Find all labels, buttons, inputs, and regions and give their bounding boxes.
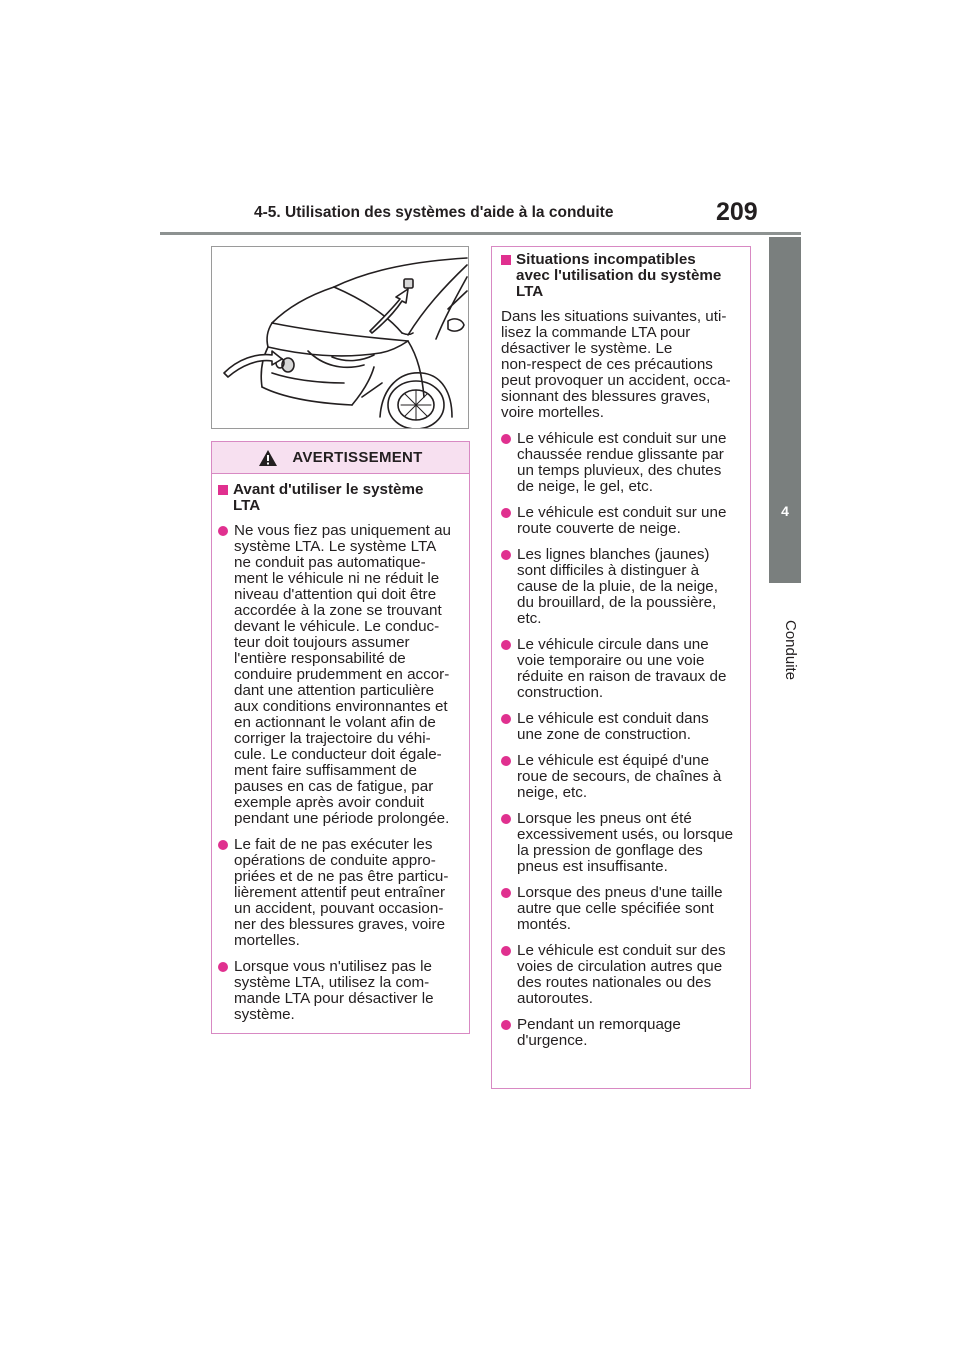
section-title: 4-5. Utilisation des systèmes d'aide à la conduite	[254, 204, 614, 221]
bullet-dot-icon	[218, 526, 228, 536]
header-rule	[160, 232, 801, 235]
warning-title: AVERTISSEMENT	[292, 449, 423, 466]
square-bullet-icon	[501, 255, 511, 265]
car-sensor-illustration	[211, 246, 469, 429]
bullet-dot-icon	[501, 640, 511, 650]
bullet-dot-icon	[501, 888, 511, 898]
bullet-dot-icon	[501, 814, 511, 824]
warning-header	[212, 442, 469, 474]
bullet-dot-icon	[501, 434, 511, 444]
bullet-dot-icon	[218, 962, 228, 972]
bullet-dot-icon	[501, 714, 511, 724]
warning-bullet: Ne vous fiez pas uniquement au système LTA. Le système LTA ne conduit pas automatique- ment le véhicule ni ne réduit le niveau d'attention qui doit être accordée à la zone se trouvant devant le véhicule. Le conduc- teur doit toujours assumer l'entière responsabilité de conduire prudemment en accor- dant une attention particulière aux conditions environnantes et en actionnant le volant afin de corriger la trajectoire du véhi- cule. Le conducteur doit égale- ment faire suffisamment de pauses en cas de fatigue, par exemple après avoir conduit pendant une période prolongée.	[218, 523, 463, 827]
situation-bullet: Le véhicule est équipé d'une roue de secours, de chaînes à neige, etc.	[501, 753, 744, 801]
chapter-label: Conduite	[782, 620, 799, 681]
chapter-tab[interactable]	[769, 237, 801, 583]
warning-subhead: Avant d'utiliser le système LTA	[218, 482, 463, 514]
warning-bullet: Le fait de ne pas exécuter les opérations de conduite appro- priées et de ne pas être particu- lièrement attentif peut entraîner un accident, pouvant occasion- ner des blessures graves, voire mortelles.	[218, 837, 463, 949]
situation-bullet: Le véhicule circule dans une voie temporaire ou une voie réduite en raison de travaux de construction.	[501, 637, 744, 701]
warning-box	[211, 441, 470, 1034]
warning-bullet: Lorsque vous n'utilisez pas le système LTA, utilisez la com- mande LTA pour désactiver le système.	[218, 959, 463, 1023]
bullet-dot-icon	[501, 946, 511, 956]
warning-triangle-icon	[258, 449, 278, 467]
situation-bullet: Lorsque des pneus d'une taille autre que celle spécifiée sont montés.	[501, 885, 744, 933]
bullet-dot-icon	[501, 1020, 511, 1030]
car-front-drawing	[212, 247, 468, 428]
situation-bullet: Lorsque les pneus ont été excessivement usés, ou lorsque la pression de gonflage des pneus est insuffisante.	[501, 811, 744, 875]
situations-intro: Dans les situations suivantes, uti- lisez la commande LTA pour désactiver le système. Le non-respect de ces précautions peut provoquer un accident, occa- sionnant des blessures graves, voire mortelles.	[501, 308, 731, 421]
bullet-dot-icon	[218, 840, 228, 850]
situation-bullet: Le véhicule est conduit sur une route couverte de neige.	[501, 505, 744, 537]
situation-bullet: Le véhicule est conduit sur une chaussée rendue glissante par un temps pluvieux, des chutes de neige, le gel, etc.	[501, 431, 744, 495]
page-number: 209	[716, 198, 758, 226]
situation-bullet: Pendant un remorquage d'urgence.	[501, 1017, 744, 1049]
bullet-dot-icon	[501, 508, 511, 518]
chapter-number: 4	[781, 503, 789, 519]
bullet-dot-icon	[501, 550, 511, 560]
situation-bullet: Les lignes blanches (jaunes) sont difficiles à distinguer à cause de la pluie, de la neige, du brouillard, de la poussière, etc.	[501, 547, 744, 627]
situations-box	[491, 246, 751, 1089]
square-bullet-icon	[218, 485, 228, 495]
situations-subhead: Situations incompatibles avec l'utilisation du système LTA	[501, 252, 744, 300]
situation-bullet: Le véhicule est conduit sur des voies de circulation autres que des routes nationales ou des autoroutes.	[501, 943, 744, 1007]
situation-bullet: Le véhicule est conduit dans une zone de construction.	[501, 711, 744, 743]
bullet-dot-icon	[501, 756, 511, 766]
